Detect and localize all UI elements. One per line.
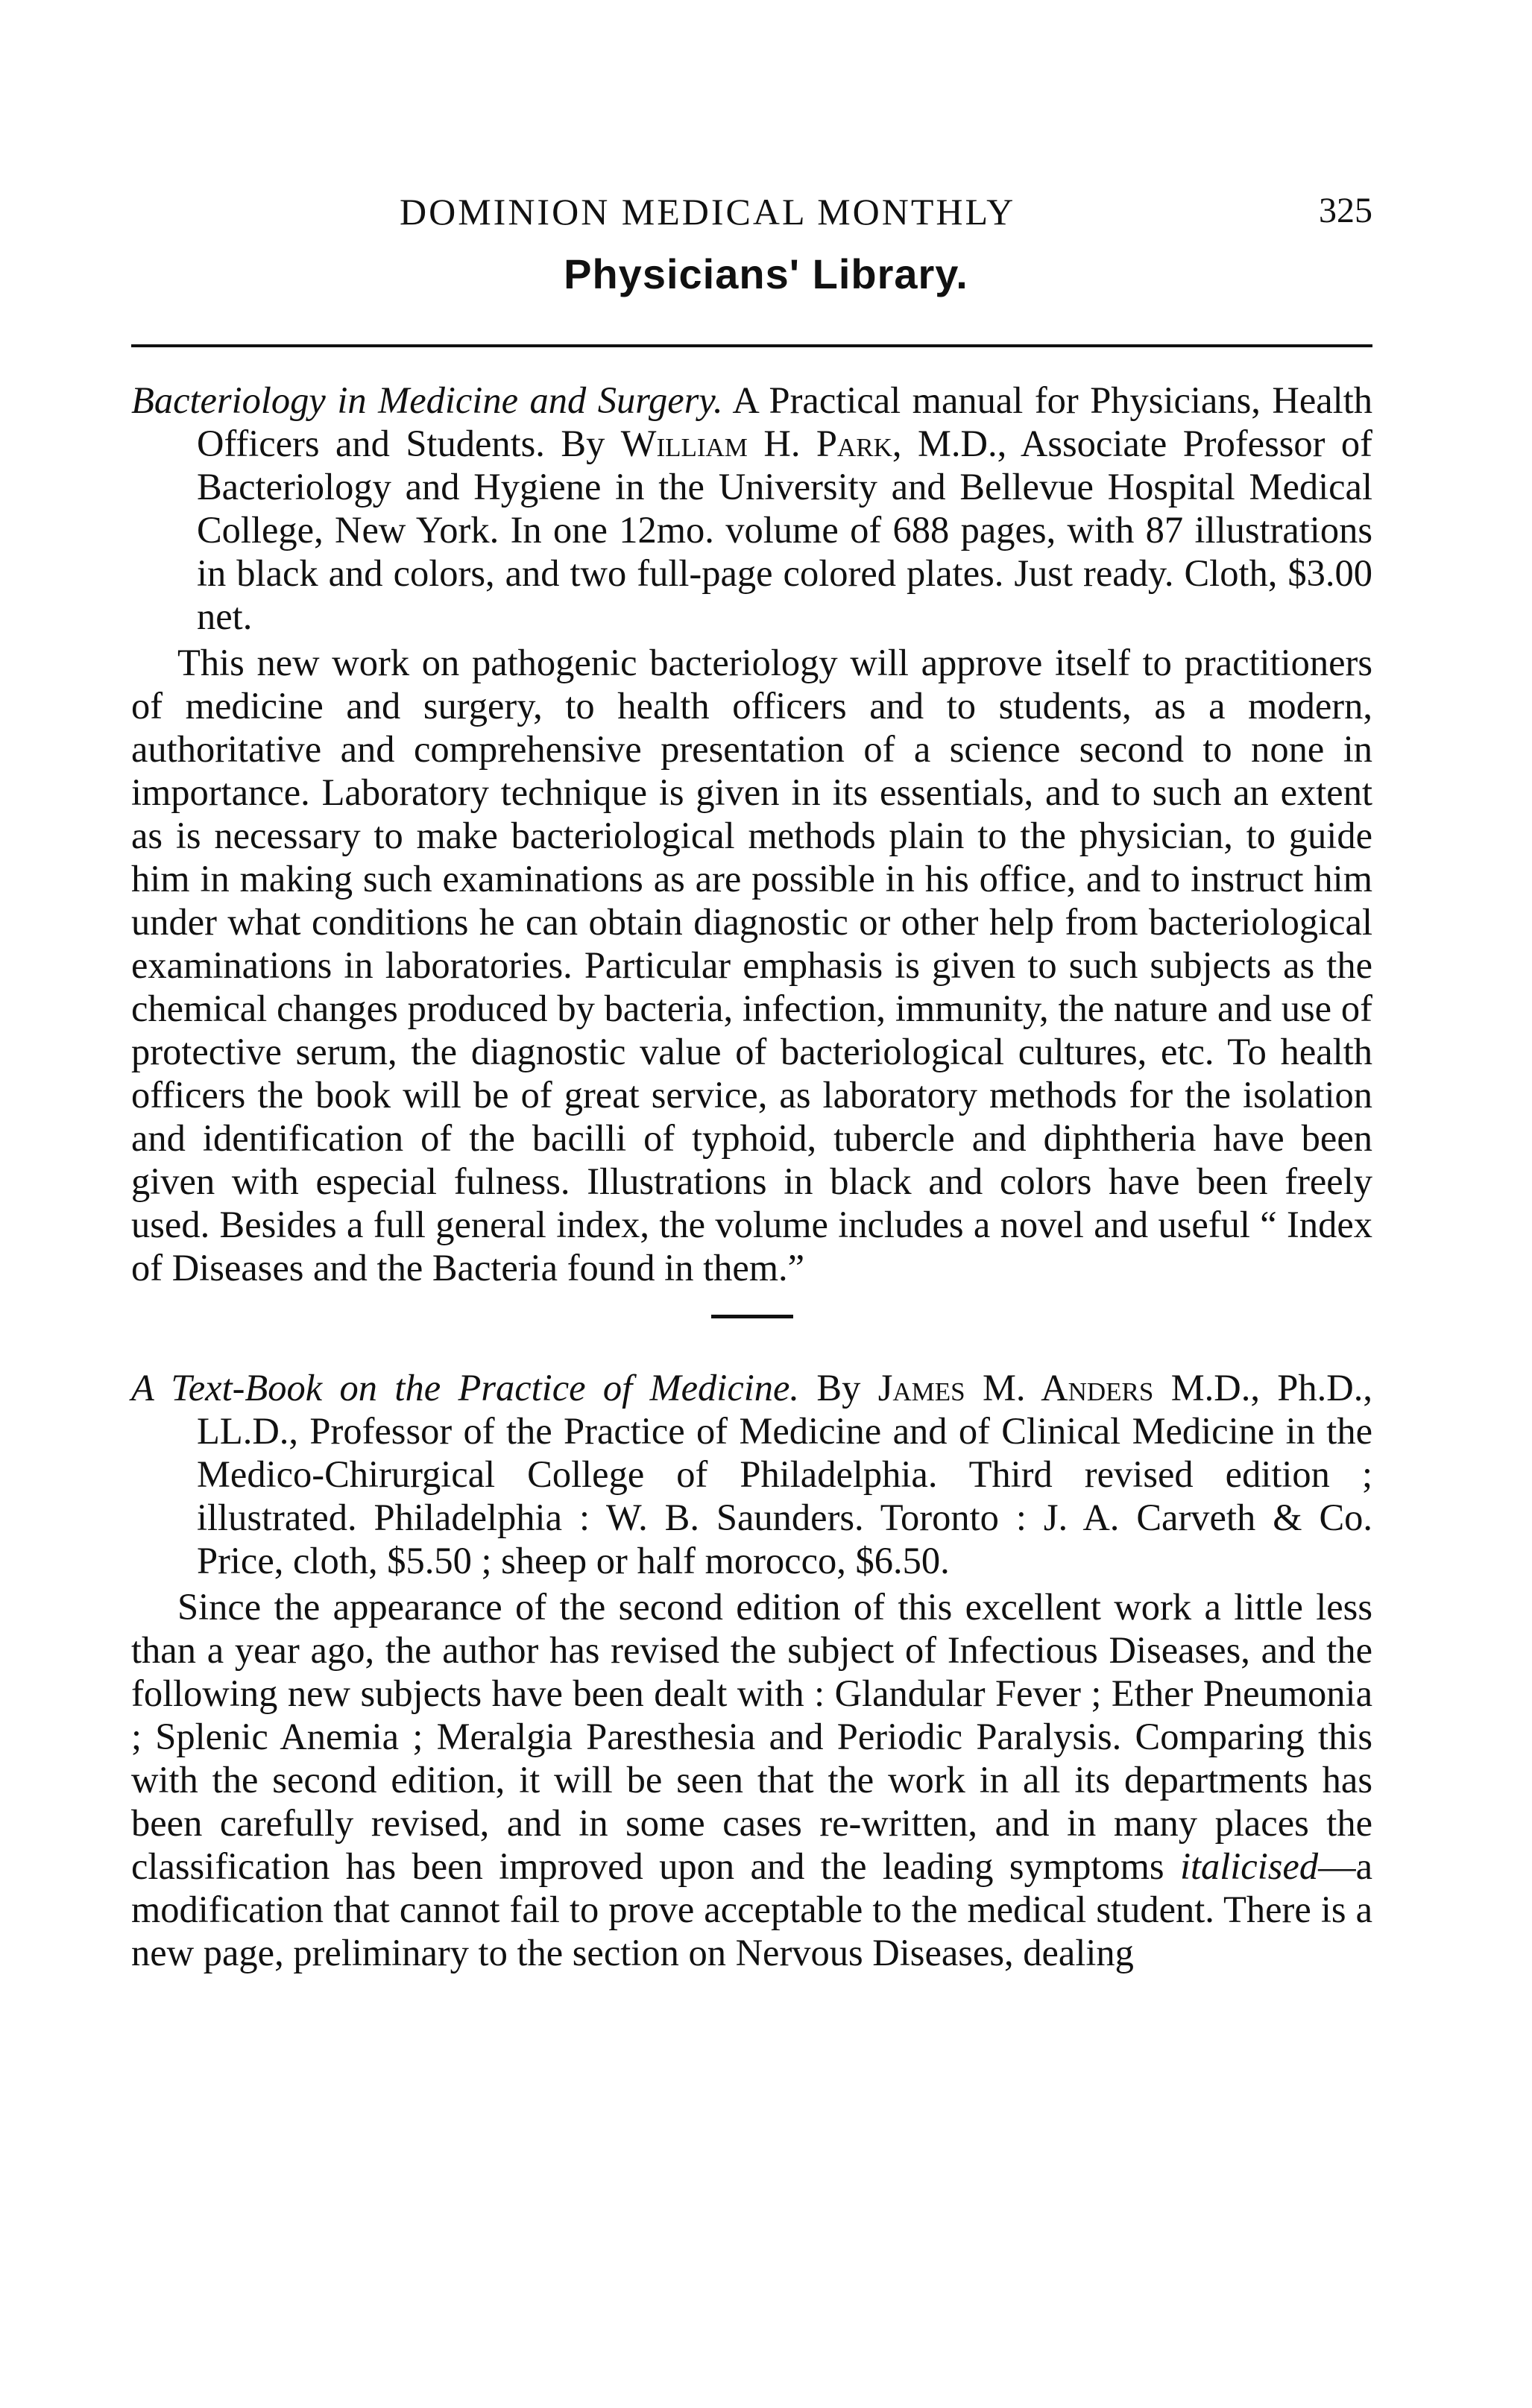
section-rule (131, 344, 1372, 347)
entry-divider (711, 1315, 793, 1318)
citation-text: By (799, 1367, 878, 1409)
book-citation (131, 1366, 1372, 1582)
citation-text: A Practical manual for Physicians, Health Officers and Students. By (197, 379, 1372, 464)
author-name: James M. Anders (877, 1367, 1154, 1409)
section-title: Physicians' Library. (564, 250, 968, 297)
citation-text: , M.D., Associate Professor of Bacteriology and Hygiene in the University and Bellevue Hospital Medical College, New York. In one 12mo. volume of 688 pages, with 87 illustrations in black and colors, and two full-page colored plates. Just ready. Cloth, $3.00 net. (197, 423, 1372, 637)
book-review: This new work on pathogenic bacteriology will approve itself to practitioners of medicine and surgery, to health officers and to students, as a modern, authoritative and comprehensive presentation of a science second to none in importance. Laboratory technique is given in its essentials, and to such an extent as is necessary to make bacteriological methods plain to the physician, to guide him in making such examinations as are possible in his office, and to instruct him under what conditions he can obtain diagnostic or other help from bacteriological examinations in laboratories. Particular emphasis is given to such subjects as the chemical changes produced by bacteria, infection, immunity, the nature and use of protective serum, the diagnostic value of bacteriological cultures, etc. To health officers the book will be of great service, as laboratory methods for the isolation and identification of the bacilli of typhoid, tubercle and diphtheria have been given with especial fulness. Illustrations in black and colors have been freely used. Besides a full general index, the volume includes a novel and useful “ Index of Diseases and the Bacteria found in them.” (131, 642, 1372, 1289)
journal-title: DOMINION MEDICAL MONTHLY (400, 191, 1016, 233)
review-text: —a modification that cannot fail to prove acceptable to the medical student. There is a new page, preliminary to the section on Nervous Diseases, dealing (131, 1845, 1372, 1974)
citation-text: M.D., Ph.D., LL.D., Professor of the Practice of Medicine and of Clinical Medicine in the Medico-Chirurgical College of Philadelphia. Third revised edition ; illustrated. Philadelphia : W. B. Saunders. Toronto : J. A. Carveth & Co. Price, cloth, $5.50 ; sheep or half morocco, $6.50. (197, 1367, 1372, 1581)
book-review (131, 1585, 1372, 1974)
running-head (131, 190, 1372, 235)
author-name: William H. Park (620, 423, 892, 464)
page-content (131, 379, 1372, 1974)
review-emphasis: italicised (1179, 1845, 1319, 1887)
book-citation (131, 379, 1372, 638)
review-text: Since the appearance of the second edition of this excellent work a little less than a year ago, the author has revised the subject of Infectious Diseases, and the following new subjects have been dealt with : Glandular Fever ; Ether Pneumonia ; Splenic Anemia ; Meralgia Paresthesia and Periodic Paralysis. Comparing this with the second edition, it will be seen that the work in all its departments has been carefully revised, and in some cases re-written, and in many places the classification has been improved upon and the leading symptoms (131, 1586, 1372, 1887)
book-title: A Text-Book on the Practice of Medicine. (131, 1367, 800, 1409)
page-number: 325 (1319, 191, 1372, 230)
book-title: Bacteriology in Medicine and Surgery. (131, 379, 723, 421)
